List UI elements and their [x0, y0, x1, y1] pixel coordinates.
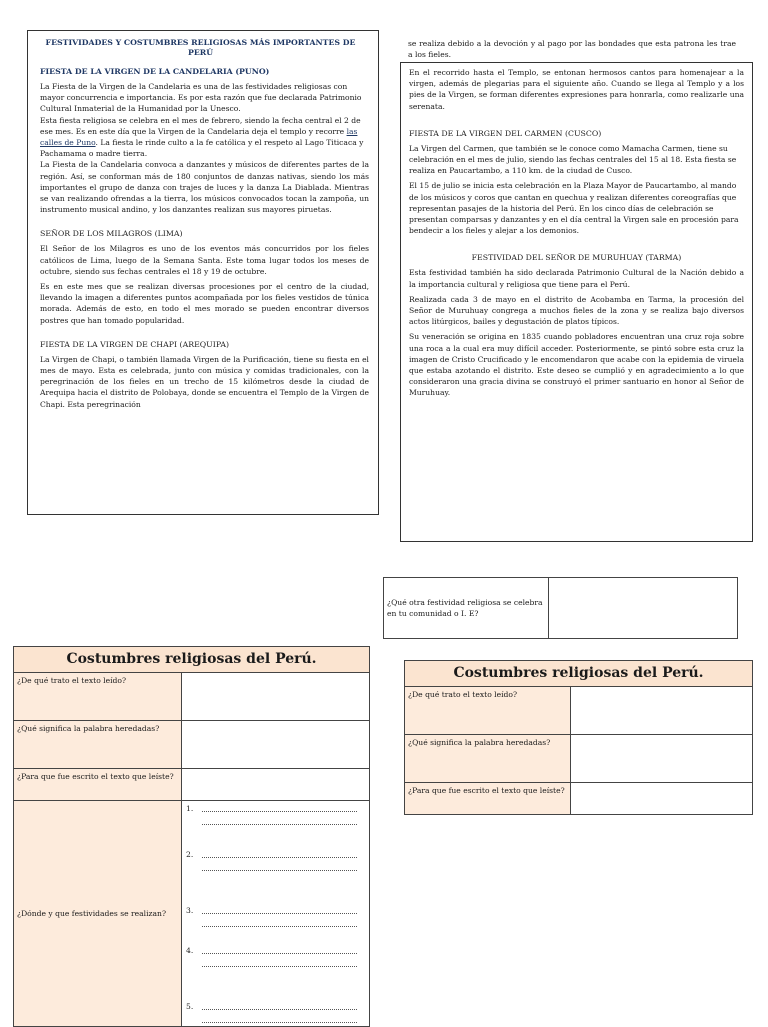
other-festivity-table [383, 577, 738, 639]
answer-item[interactable]: 3. [186, 905, 357, 945]
muruhuay-heading: FESTIVIDAD DEL SEÑOR DE MURUHUAY (TARMA) [471, 253, 682, 263]
puno-link[interactable]: las calles de Puno [40, 126, 358, 148]
right-reading-box [400, 62, 753, 542]
worksheet-title: Costumbres religiosas del Perú. [14, 647, 370, 673]
question-purpose-right: ¿Para que fue escrito el texto que leíste? [405, 783, 571, 815]
document-title: FESTIVIDADES Y COSTUMBRES RELIGIOSAS MÁS IMPORTANTES DE PERÚ [45, 38, 356, 57]
worksheet-title-right: Costumbres religiosas del Perú. [405, 661, 753, 687]
answer-topic-right[interactable] [571, 687, 753, 735]
carmen-p2: El 15 de julio se inicia esta celebración en la Plaza Mayor de Paucartambo, al mando de los músicos y coros que cantan en quechua y realizan diferentes coreografías que representan pasajes de la historia del Perú. En los cinco días de celebración se presentan comparsas y danzantes y en el día central la Virgen sale en procesión para bendecir a los fieles y alejar a los demonios. [409, 181, 739, 236]
question-where-festivities: ¿Dónde y que festividades se realizan? [14, 801, 182, 1027]
question-purpose: ¿Para que fue escrito el texto que leíste? [14, 769, 182, 801]
other-festivity-question: ¿Qué otra festividad religiosa se celebra en tu comunidad o I. E? [384, 578, 549, 639]
left-reading-box [27, 30, 379, 515]
milagros-p2: Es en este mes que se realizan diversas procesiones por el centro de la ciudad, llevando la imagen a diferentes puntos acompañada por los fieles vestidos de túnica morada. Además de esto, en todo el mes morado se pueden encontrar diversos postres que han tomado popularidad. [40, 282, 369, 325]
muruhuay-p3: Su veneración se origina en 1835 cuando pobladores encuentran una cruz roja sobre una roca a la cual era muy difícil acceder. Posteriormente, se pintó sobre esta cruz la imagen de Cristo Crucificado y le encomendaron que acabe con la epidemia de viruela que estaba azotando el distrito. Este deseo se cumplió y en agradecimiento a lo que consideraron una gracia divina se construyó el primer santuario en honor al Señor de Muruhuay. [409, 332, 744, 398]
chapi-heading: FIESTA DE LA VIRGEN DE CHAPI (AREQUIPA) [40, 339, 230, 349]
answer-item[interactable]: 4. [186, 945, 357, 1001]
answer-purpose[interactable] [182, 769, 370, 801]
milagros-p1: El Señor de los Milagros es uno de los eventos más concurridos por los fieles católicos de Lima, luego de la Semana Santa. Este toma lugar todos los meses de octubre, siendo sus fechas centrales el 18 y 19 de octubre. [40, 244, 369, 276]
question-topic-right: ¿De qué trato el texto leído? [405, 687, 571, 735]
question-topic: ¿De qué trato el texto leído? [14, 673, 182, 721]
worksheet-left [13, 646, 370, 1027]
carmen-heading: FIESTA DE LA VIRGEN DEL CARMEN (CUSCO) [409, 128, 602, 138]
candelaria-heading: FIESTA DE LA VIRGEN DE LA CANDELARIA (PUNO) [40, 67, 270, 76]
answer-heredadas-right[interactable] [571, 735, 753, 783]
answer-item[interactable]: 2. [186, 849, 357, 905]
carmen-p1: La Virgen del Carmen, que también se le conoce como Mamacha Carmen, tiene su celebración en el mes de julio, siendo las fechas centrales del 15 al 18. Esta fiesta se realiza en Paucartambo, a 110 km. de la ciudad de Cusco. [409, 143, 737, 176]
question-heredadas-right: ¿Qué significa la palabra heredadas? [405, 735, 571, 783]
answer-item[interactable]: 1. [186, 803, 357, 849]
other-festivity-answer[interactable] [549, 578, 738, 639]
answer-purpose-right[interactable] [571, 783, 753, 815]
muruhuay-p1: Esta festividad también ha sido declarada Patrimonio Cultural de la Nación debido a la importancia cultural y religiosa que tiene para el Perú. [409, 268, 744, 289]
chapi-continuation: se realiza debido a la devoción y al pago por las bondades que esta patrona les trae a los fieles. [408, 39, 736, 60]
milagros-heading: SEÑOR DE LOS MILAGROS (LIMA) [40, 229, 183, 239]
worksheet-right [404, 660, 753, 815]
candelaria-p2: Esta fiesta religiosa se celebra en el mes de febrero, siendo la fecha central el 2 de ese mes. Es en este día que la Virgen de la Candelaria deja el templo y recorre las calles de Puno. La fiesta le rinde culto a la fe católica y el respeto al Lago Titicaca y Pachamama o madre tierra. [40, 115, 364, 159]
answer-topic[interactable] [182, 673, 370, 721]
question-heredadas: ¿Qué significa la palabra heredadas? [14, 721, 182, 769]
muruhuay-p2: Realizada cada 3 de mayo en el distrito de Acobamba en Tarma, la procesión del Señor de Muruhuay congrega a muchos fieles de la zona y se realiza bajo diversos actos litúrgicos, bailes y degustación de platos típicos. [409, 294, 744, 327]
recorrido-paragraph: En el recorrido hasta el Templo, se entonan hermosos cantos para homenajear a la virgen, además de plegarias para el siguiente año. Cuando se llega al Templo y a los pies de la Virgen, se forman diferentes expresiones para honrarla, como realizarle una serenata. [409, 68, 744, 111]
answer-heredadas[interactable] [182, 721, 370, 769]
candelaria-p3: La Fiesta de la Candelaria convoca a danzantes y músicos de diferentes partes de la región. Así, se conforman más de 180 conjuntos de danzas nativas, siendo los más importantes el grupo de danza con trajes de luces y la danza La Diablada. Mientras se van realizando ofrendas a la tierra, los músicos convocados tocan la zampoña, un instrumento musical andino, y los danzantes realizan sus mayores piruetas. [40, 160, 369, 215]
answer-list[interactable] [182, 801, 370, 1027]
candelaria-p1: La Fiesta de la Virgen de la Candelaria es una de las festividades religiosas con mayor concurrencia e importancia. Es por esta razón que fue declarada Patrimonio Cultural Inmaterial de la Humanidad por la Unesco. [40, 82, 362, 114]
chapi-p1: La Virgen de Chapi, o también llamada Virgen de la Purificación, tiene su fiesta en el mes de mayo. Esta es celebrada, junto con música y comidas tradicionales, con la peregrinación de los fieles en un trecho de 15 kilómetros desde la ciudad de Arequipa hacia el distrito de Polobaya, donde se encuentra el Templo de la Virgen de Chapi. Esta peregrinación [40, 354, 369, 409]
answer-item[interactable]: 5. [186, 1001, 357, 1025]
